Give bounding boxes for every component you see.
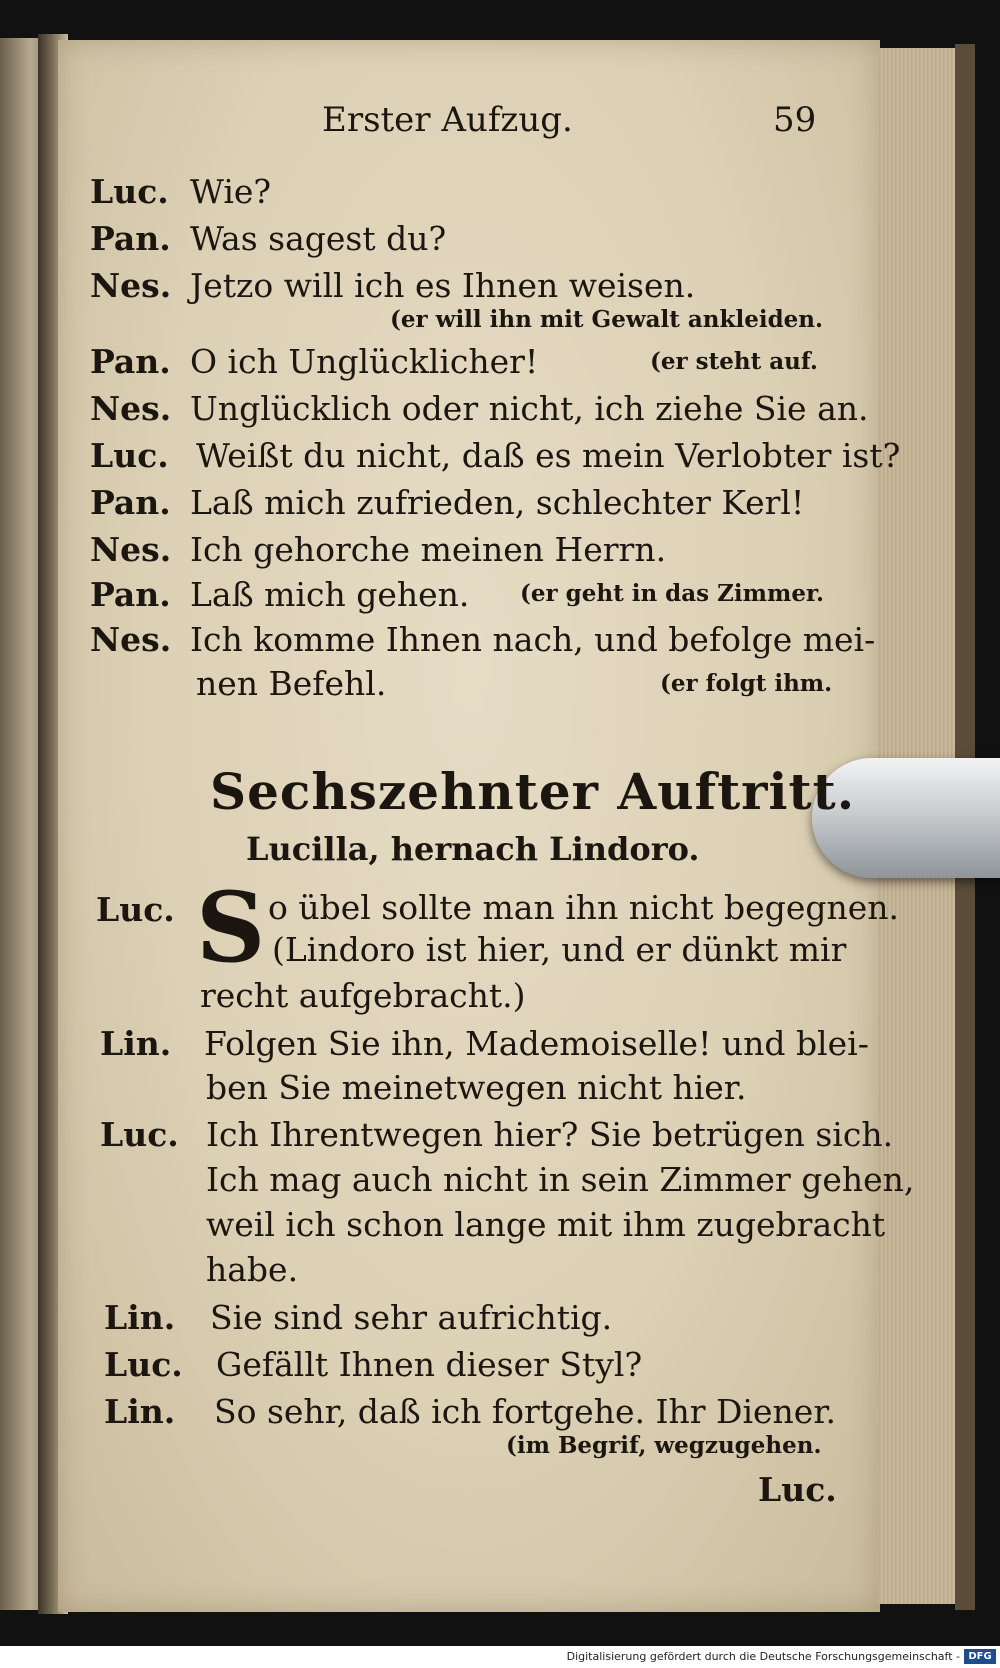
dialogue-line: habe. [206,1250,299,1289]
speaker-label: Lin. [100,1024,172,1063]
scene-heading: Sechszehnter Auftritt. [210,762,856,821]
speaker-label: Nes. [90,266,172,305]
speaker-label: Nes. [90,620,172,659]
speaker-label: Luc. [90,436,169,475]
speaker-label: Luc. [104,1345,183,1384]
credit-bar [0,1646,1000,1668]
drop-cap: S [196,871,266,984]
speaker-label: Pan. [90,483,171,522]
speaker-label: Luc. [90,172,169,211]
speaker-label: Nes. [90,389,172,428]
dfg-logo: DFG [964,1649,996,1664]
dialogue-line: Wie? [190,172,272,211]
dialogue-line: Ich gehorche meinen Herrn. [190,530,667,569]
dialogue-line: Was sagest du? [190,219,447,258]
dialogue-line: Laß mich zufrieden, schlechter Kerl! [190,483,805,522]
speaker-label: Luc. [100,1115,179,1154]
dialogue-line: o übel sollte man ihn nicht begegnen. [268,888,900,927]
dialogue-line: Laß mich gehen. [190,575,470,614]
speaker-label: Pan. [90,575,171,614]
dialogue-line: ben Sie meinetwegen nicht hier. [206,1068,747,1107]
dialogue-line: Ich komme Ihnen nach, und befolge mei- [190,620,876,659]
dialogue-line: nen Befehl. [196,664,387,703]
speaker-label: Nes. [90,530,172,569]
credit-text: Digitalisierung gefördert durch die Deutsche Forschungsgemeinschaft - [566,1650,960,1663]
scene-characters: Lucilla, hernach Lindoro. [246,830,700,868]
speaker-label: Lin. [104,1298,176,1337]
speaker-label: Pan. [90,342,171,381]
stage-direction: (er geht in das Zimmer. [520,580,824,607]
stage-direction: (im Begrif, wegzugehen. [506,1432,822,1459]
dialogue-line: (Lindoro ist hier, und er dünkt mir [272,930,847,969]
dialogue-line: So sehr, daß ich fortgehe. Ihr Diener. [214,1392,836,1431]
dialogue-line: Weißt du nicht, daß es mein Verlobter ist? [196,436,901,475]
running-head: Erster Aufzug. [322,100,573,140]
dialogue-line: O ich Unglücklicher! [190,342,539,381]
dialogue-line: Jetzo will ich es Ihnen weisen. [190,266,696,305]
catchword: Luc. [758,1470,837,1509]
dialogue-line: weil ich schon lange mit ihm zugebracht [206,1205,886,1244]
stage-direction: (er will ihn mit Gewalt ankleiden. [390,306,824,333]
speaker-label: Lin. [104,1392,176,1431]
stage-direction: (er folgt ihm. [660,670,833,697]
stage-direction: (er steht auf. [650,348,818,375]
dialogue-line: Folgen Sie ihn, Mademoiselle! und blei- [204,1024,869,1063]
dialogue-line: Ich Ihrentwegen hier? Sie betrügen sich. [206,1115,894,1154]
dialogue-line: Sie sind sehr aufrichtig. [210,1298,613,1337]
speaker-label: Pan. [90,219,171,258]
dialogue-line: recht aufgebracht.) [200,976,526,1015]
speaker-label: Luc. [96,890,175,929]
dialogue-line: Gefällt Ihnen dieser Styl? [216,1345,643,1384]
dialogue-line: Unglücklich oder nicht, ich ziehe Sie an. [190,389,869,428]
page-number: 59 [773,100,817,140]
dialogue-line: Ich mag auch nicht in sein Zimmer gehen, [206,1160,915,1199]
